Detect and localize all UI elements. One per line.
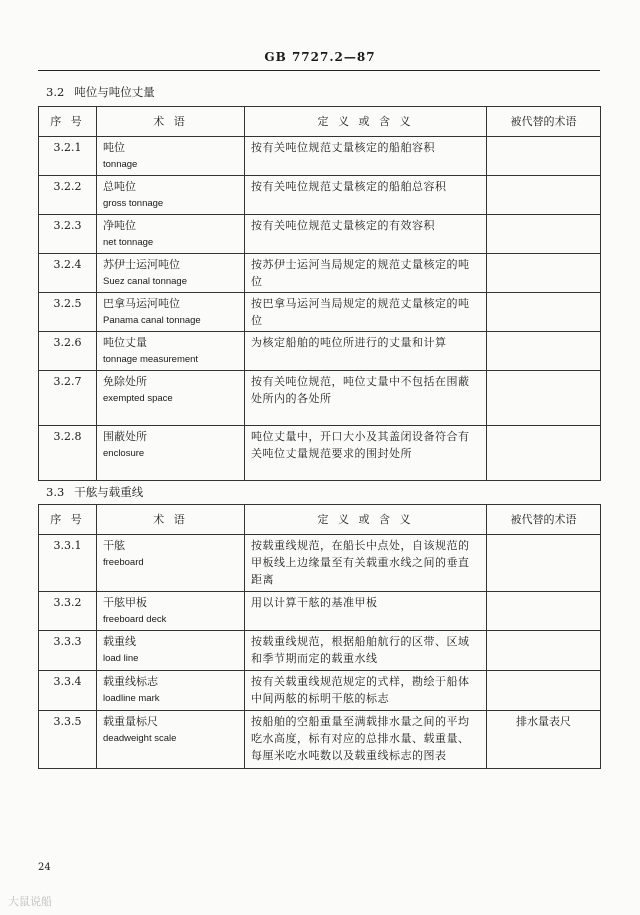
term-definition: 吨位丈量中，开口大小及其盖闭设备符合有关吨位丈量规范要求的围封处所 [245,426,487,481]
table-row [39,711,601,769]
table-row [39,592,601,631]
term-definition: 按有关吨位规范，吨位丈量中不包括在围蔽处所内的各处所 [245,371,487,426]
term-number: 3.2.1 [39,137,97,176]
term-cell [97,671,245,711]
page-number: 24 [38,862,51,873]
term-chinese: 干舷 [103,539,125,552]
replaced-term [487,254,601,293]
term-english: tonnage [103,159,138,170]
term-chinese: 净吨位 [103,219,136,232]
table-row [39,535,601,592]
term-cell [97,215,245,254]
term-number: 3.3.2 [39,592,97,631]
term-chinese: 吨位 [103,141,125,154]
table-row [39,426,601,481]
term-english: deadweight scale [103,733,177,744]
term-cell [97,293,245,332]
term-cell [97,254,245,293]
term-chinese: 总吨位 [103,180,136,193]
term-cell [97,332,245,371]
table-header-row [39,505,601,535]
term-english: loadline mark [103,693,160,704]
col-header-num: 序 号 [39,505,97,535]
term-number: 3.3.3 [39,631,97,671]
table-row [39,631,601,671]
term-cell [97,426,245,481]
term-english: freeboard deck [103,614,167,625]
term-cell [97,137,245,176]
term-number: 3.2.4 [39,254,97,293]
table-row [39,176,601,215]
table-row [39,254,601,293]
replaced-term [487,137,601,176]
term-definition: 按有关吨位规范丈量核定的船舶总容积 [245,176,487,215]
term-english: tonnage measurement [103,354,199,365]
standard-code: GB 7727.2—87 [264,50,376,64]
replaced-term [487,592,601,631]
term-english: Suez canal tonnage [103,276,187,287]
header-rule [38,70,600,71]
section-number: 3.3 [46,485,65,499]
term-chinese: 围蔽处所 [103,430,147,443]
term-english: exempted space [103,393,173,404]
term-number: 3.2.2 [39,176,97,215]
table-row [39,332,601,371]
section-number: 3.2 [46,85,65,99]
table-row [39,671,601,711]
term-definition: 按有关载重线规范规定的式样，勘绘于船体中间两舷的标明干舷的标志 [245,671,487,711]
col-header-term: 术 语 [97,505,245,535]
replaced-term [487,293,601,332]
term-english: gross tonnage [103,198,164,209]
term-cell [97,631,245,671]
term-cell [97,176,245,215]
term-chinese: 载重线标志 [103,675,158,688]
replaced-term [487,176,601,215]
table-row [39,293,601,332]
table-header-row [39,107,601,137]
replaced-term [487,371,601,426]
term-chinese: 免除处所 [103,375,147,388]
term-english: load line [103,653,139,664]
terms-table-freeboard [38,504,601,769]
term-definition: 按巴拿马运河当局规定的规范丈量核定的吨位 [245,293,487,332]
replaced-term [487,671,601,711]
replaced-term [487,332,601,371]
term-number: 3.3.1 [39,535,97,592]
term-number: 3.2.8 [39,426,97,481]
section-title: 干舷与载重线 [74,485,144,499]
term-number: 3.2.6 [39,332,97,371]
term-number: 3.3.4 [39,671,97,711]
term-cell [97,535,245,592]
replaced-term [487,426,601,481]
term-english: freeboard [103,557,144,568]
term-chinese: 载重量标尺 [103,715,158,728]
term-definition: 按苏伊士运河当局规定的规范丈量核定的吨位 [245,254,487,293]
term-english: Panama canal tonnage [103,315,201,326]
replaced-term [487,535,601,592]
term-english: enclosure [103,448,145,459]
term-cell [97,711,245,769]
term-number: 3.2.5 [39,293,97,332]
term-definition: 用以计算干舷的基准甲板 [245,592,487,631]
replaced-term: 排水量表尺 [487,711,601,769]
table-row [39,215,601,254]
term-chinese: 巴拿马运河吨位 [103,297,180,310]
term-chinese: 吨位丈量 [103,336,147,349]
term-cell [97,371,245,426]
col-header-replaced: 被代替的术语 [487,107,601,137]
col-header-definition: 定 义 或 含 义 [245,505,487,535]
section-heading [46,84,155,100]
term-definition: 按船舶的空船重量至满载排水量之间的平均吃水高度，标有对应的总排水量、载重量、每厘米吃水吨数以及载重线标志的图表 [245,711,487,769]
col-header-replaced: 被代替的术语 [487,505,601,535]
col-header-term: 术 语 [97,107,245,137]
term-definition: 按载重线规范，根据船舶航行的区带、区域和季节期而定的载重水线 [245,631,487,671]
term-definition: 按有关吨位规范丈量核定的船舶容积 [245,137,487,176]
watermark: 大鼠说船 [8,895,52,908]
term-chinese: 苏伊士运河吨位 [103,258,180,271]
term-english: net tonnage [103,237,154,248]
replaced-term [487,215,601,254]
term-cell [97,592,245,631]
term-number: 3.2.3 [39,215,97,254]
col-header-num: 序 号 [39,107,97,137]
term-chinese: 干舷甲板 [103,596,147,609]
term-definition: 按有关吨位规范丈量核定的有效容积 [245,215,487,254]
table-row [39,371,601,426]
col-header-definition: 定 义 或 含 义 [245,107,487,137]
term-number: 3.2.7 [39,371,97,426]
term-chinese: 载重线 [103,635,136,648]
term-number: 3.3.5 [39,711,97,769]
term-definition: 为核定船舶的吨位所进行的丈量和计算 [245,332,487,371]
section-heading [46,484,143,500]
term-definition: 按载重线规范，在船长中点处，自该规范的甲板线上边缘量至有关载重水线之间的垂直距离 [245,535,487,592]
replaced-term [487,631,601,671]
table-row [39,137,601,176]
section-title: 吨位与吨位丈量 [74,85,155,99]
terms-table-tonnage [38,106,601,481]
